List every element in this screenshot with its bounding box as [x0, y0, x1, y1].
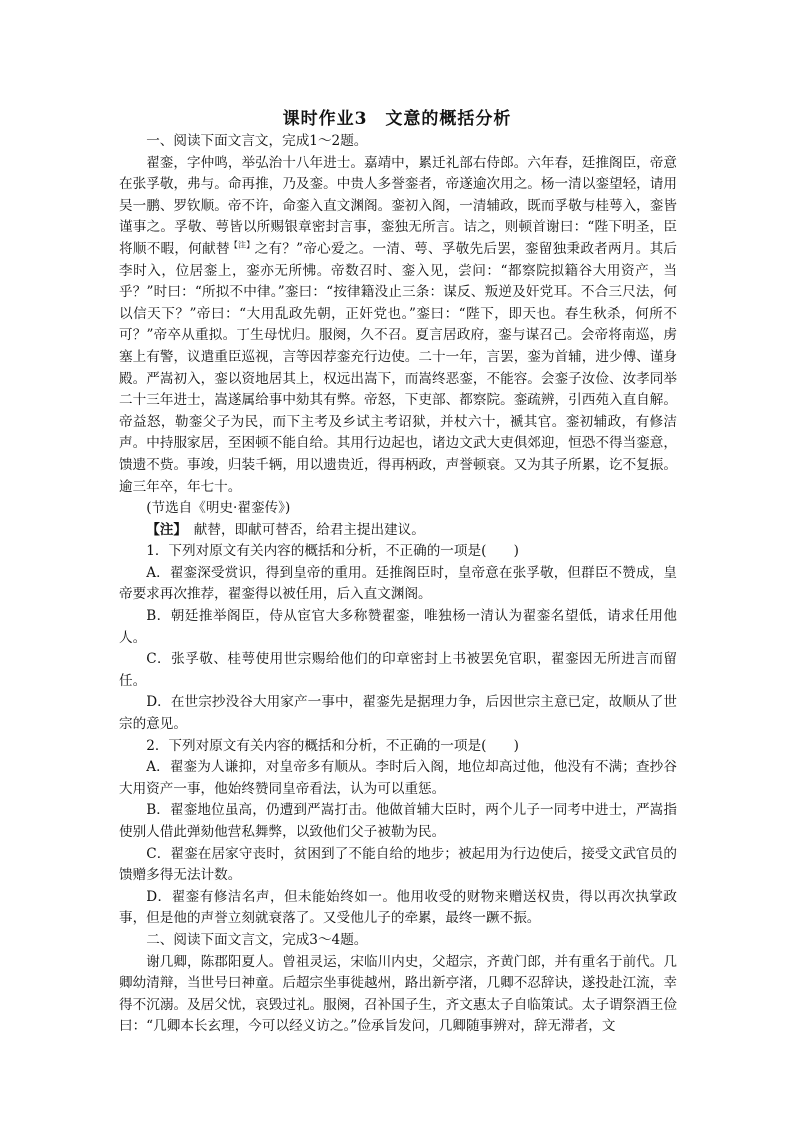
question-2-stem: 2．下列对原文有关内容的概括和分析，不正确的一项是( ): [146, 737, 519, 754]
note-text: 献替，即献可替否，给君主提出建议。: [193, 521, 425, 538]
passage1: [119, 153, 677, 499]
note-label: 【注】: [146, 521, 181, 538]
section1-heading: 一、阅读下面文言文，完成1～2题。: [146, 133, 368, 149]
question-1-option-b: B．朝廷推举阁臣，侍从宦官大多称赞翟銮，唯独杨一清认为翟銮名望低，请求任用他人。: [119, 608, 677, 646]
note-marker: 【注】: [229, 240, 255, 250]
passage1-note: [119, 520, 677, 542]
document-body: [119, 131, 677, 1038]
passage1-source: (节选自《明史·翟銮传》): [146, 500, 291, 517]
question-2-option-c: C．翟銮在居家守丧时，贫困到了不能自给的地步；被起用为行边使后，接受文武官员的馈赠多得无法计数。: [119, 845, 677, 884]
page-title: 课时作业3 文意的概括分析: [282, 109, 512, 129]
passage1-part-a: 翟銮，字仲鸣，举弘治十八年进士。嘉靖中，累迁礼部右侍郎。六年春，廷推阁臣，帝意在张孚敬，弗与。命再推，乃及銮。中贵人多誉銮者，帝遂逾次用之。杨一清以銮望轻，请用吴一鹏、罗钦顺。帝不许，命銮入直文渊阁。銮初入阁，一清辅政，既而孚敬与桂萼入，銮皆谨事之。孚敬、萼皆以所赐银章密封言事，銮独无所言。诘之，则顿首谢曰：“陛下明圣，臣将顺不暇，何献替: [119, 154, 677, 257]
section2-heading: 二、阅读下面文言文，完成3～4题。: [146, 931, 368, 948]
question-2-option-d: D．翟銮有修洁名声，但未能始终如一。他用收受的财物来赠送权贵，得以再次执掌政事，但是他的声誉立刻就衰落了。又受他儿子的牵累，最终一蹶不振。: [119, 888, 677, 927]
passage2: 谢几卿，陈郡阳夏人。曾祖灵运，宋临川内史，父超宗，齐黄门郎，并有重名于前代。几卿幼清辩，当世号曰神童。后超宗坐事徙越州，路出新亭渚，几卿不忍辞诀，遂投赴江流，幸得不沉溺。及居父忧，哀毁过礼。服阕，召补国子生，齐文惠太子自临策试。太子谓祭酒王俭曰：“几卿本长玄理，今可以经义访之。”俭承旨发问，几卿随事辨对，辞无滞者，文: [119, 953, 677, 1035]
question-2-option-a: A．翟銮为人谦抑，对皇帝多有顺从。李时后入阁，地位却高过他，他没有不满；查抄谷大用资产一事，他始终赞同皇帝看法，认为可以重惩。: [119, 759, 677, 797]
passage1-part-b: 之有？”帝心爱之。一清、萼、孚敬先后罢，銮留独秉政者两月。其后李时入，位居銮上，銮亦无所怫。帝数召时、銮入见，尝问：“都察院拟籍谷大用资产，当乎？”时曰：“所拟不中律。”銮曰：“按律籍没止三条：谋反、叛逆及奸党耳。不合三尺法，何以信天下？”帝曰：“大用乱政先朝，正奸党也。”銮曰：“陛下，即天也。春生秋杀，何所不可？”帝卒从重拟。丁生母忧归。服阕，久不召。夏言居政府，銮与谋召己。会帝将南巡，虏塞上有警，议遣重臣巡视，言等因荐銮充行边使。二十一年，言罢，銮为首辅，进少傅、谨身殿。严嵩初入，銮以资地居其上，权远出嵩下，而嵩终恶銮，不能容。会銮子汝俭、汝孝同举二十三年进士，嵩遂属给事中劾其有弊。帝怒，下吏部、都察院。銮疏辨，引西苑入直自解。帝益怒，勒銮父子为民，而下主考及乡试主考诏狱，并杖六十，褫其官。銮初辅政，有修洁声。中持服家居，至困顿不能自给。其用行边起也，诸边文武大吏俱郊迎，恒恐不得当銮意，馈遗不赀。事竣，归装千辆，用以遗贵近，得再柄政，声誉顿衰。又为其子所累，讫不复振。逾三年卒，年七十。: [119, 240, 678, 495]
question-1-option-a: A．翟銮深受赏识，得到皇帝的重用。廷推阁臣时，皇帝意在张孚敬，但群臣不赞成，皇帝要求再次推荐，翟銮得以被任用，后入直文渊阁。: [119, 564, 677, 603]
question-1-option-d: D．在世宗抄没谷大用家产一事中，翟銮先是据理力争，后因世宗主意已定，故顺从了世宗的意见。: [119, 694, 677, 733]
question-2-option-b: B．翟銮地位虽高，仍遭到严嵩打击。他做首辅大臣时，两个儿子一同考中进士，严嵩指使别人借此弹劾他营私舞弊，以致他们父子被勒为民。: [119, 802, 677, 840]
question-1-option-c: C．张孚敬、桂萼使用世宗赐给他们的印章密封上书被罢免官职，翟銮因无所进言而留任。: [119, 651, 677, 689]
question-1-stem: 1．下列对原文有关内容的概括和分析，不正确的一项是( ): [146, 543, 519, 560]
